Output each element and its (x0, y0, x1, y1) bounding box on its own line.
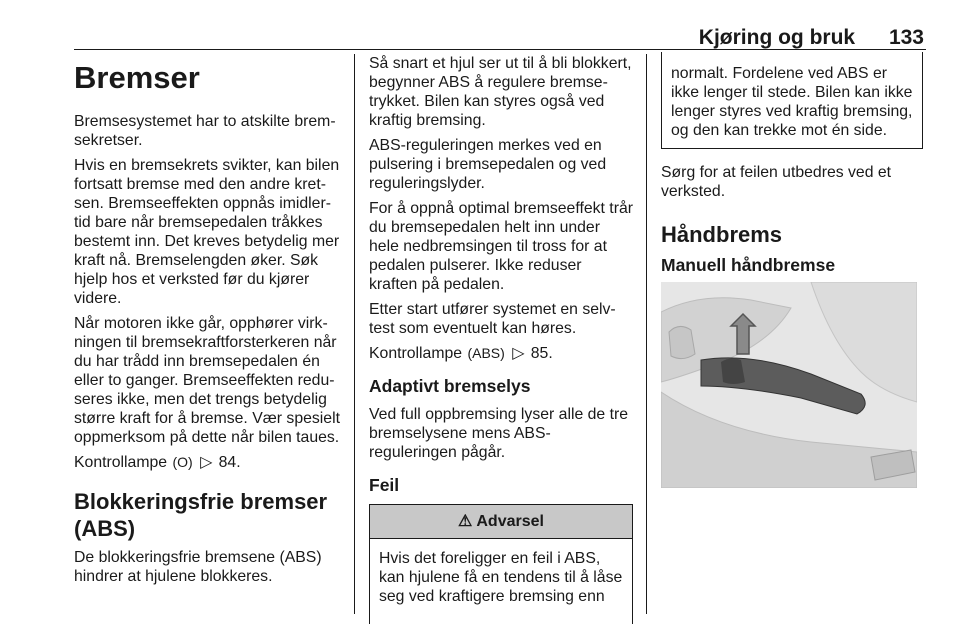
paragraph: Hvis en bremsekrets svikter, kan bilen fortsatt bremse med den andre kret-sen. Bremseeffekten oppnås imidler-tid bare når bremsepedalen tråkkes bestemt inn. Det kreves betydelig mer kraft nå. Bremselengden øker. Søk hjelp hos et verksted før du kjører videre. (74, 157, 340, 307)
page-number: 133 (888, 26, 924, 49)
warning-box (369, 504, 633, 624)
column-1 (74, 54, 344, 592)
header-rule (74, 49, 926, 50)
page-reference[interactable]: 85. (530, 345, 553, 362)
page-header (699, 26, 924, 50)
warning-triangle-icon: ⚠ (458, 513, 473, 530)
paragraph: De blokkeringsfrie bremsene (ABS) hindrer at hjulene blokkeres. (74, 549, 322, 585)
abs-warning-icon: (ABS) (467, 345, 505, 361)
brake-warning-icon: (O) (172, 454, 193, 470)
column-divider-1 (354, 54, 355, 614)
column-3 (661, 54, 923, 488)
paragraph: For å oppnå optimal bremseeffekt trår du bremsepedalen helt inn under hele nedbremsingen til tross for at pedalen pulserer. Ikke reduser kraften på pedalen. (369, 200, 633, 293)
page-ref-arrow-icon: ▷ (200, 454, 213, 471)
paragraph: Bremsesystemet har to atskilte brem-sekretser. (74, 113, 336, 149)
page-reference[interactable]: 84. (218, 454, 241, 471)
paragraph: Sørg for at feilen utbedres ved et verksted. (661, 164, 892, 200)
warning-header: ⚠ Advarsel (370, 505, 632, 539)
heading-adaptive-brake-light: Adaptivt bremselys (369, 376, 531, 396)
column-divider-2 (646, 54, 647, 614)
handbrake-photo (661, 282, 917, 488)
page-ref-arrow-icon: ▷ (512, 345, 525, 362)
paragraph: Når motoren ikke går, opphører virk-ningen til bremsekraftforsterkeren når du har trådd inn bremsepedalen én eller to ganger. Bremseeffekten redu-seres ikke, men det trengs betydelig større kraft for å bremse. Vær spesielt oppmerksom på dette når bilen taues. (74, 315, 340, 446)
warning-text: Hvis det foreligger en feil i ABS, kan hjulene få en tendens til å låse seg ved kraftigere bremsing enn (379, 550, 623, 605)
heading-manual-handbrake: Manuell håndbremse (661, 255, 836, 275)
indicator-reference: Kontrollampe (O) ▷ 84. (74, 454, 241, 471)
indicator-reference: Kontrollampe (ABS) ▷ 85. (369, 345, 553, 362)
section-title-bremser: Bremser (74, 60, 200, 95)
paragraph: Så snart et hjul ser ut til å bli blokkert, begynner ABS å regulere bremse-trykket. Bilen kan styres også ved kraftig bremsing. (369, 55, 632, 129)
paragraph: ABS-reguleringen merkes ved en pulsering i bremsepedalen og ved reguleringslyder. (369, 137, 607, 192)
paragraph: Ved full oppbremsing lyser alle de tre bremselysene mens ABS-reguleringen pågår. (369, 406, 629, 461)
chapter-title: Kjøring og bruk (698, 26, 856, 49)
heading-abs: Blokkeringsfrie bremser (ABS) (74, 489, 328, 541)
column-2 (369, 54, 633, 624)
warning-box-continued: normalt. Fordelene ved ABS er ikke lenger til stede. Bilen kan ikke lenger styres ved kraftig bremsing, og den kan trekke mot én side. (661, 52, 923, 149)
heading-handbrake: Håndbrems (661, 222, 783, 247)
handbrake-illustration (661, 282, 917, 488)
paragraph: Etter start utfører systemet en selv-test som eventuelt kan høres. (369, 301, 616, 337)
heading-feil: Feil (369, 475, 400, 495)
